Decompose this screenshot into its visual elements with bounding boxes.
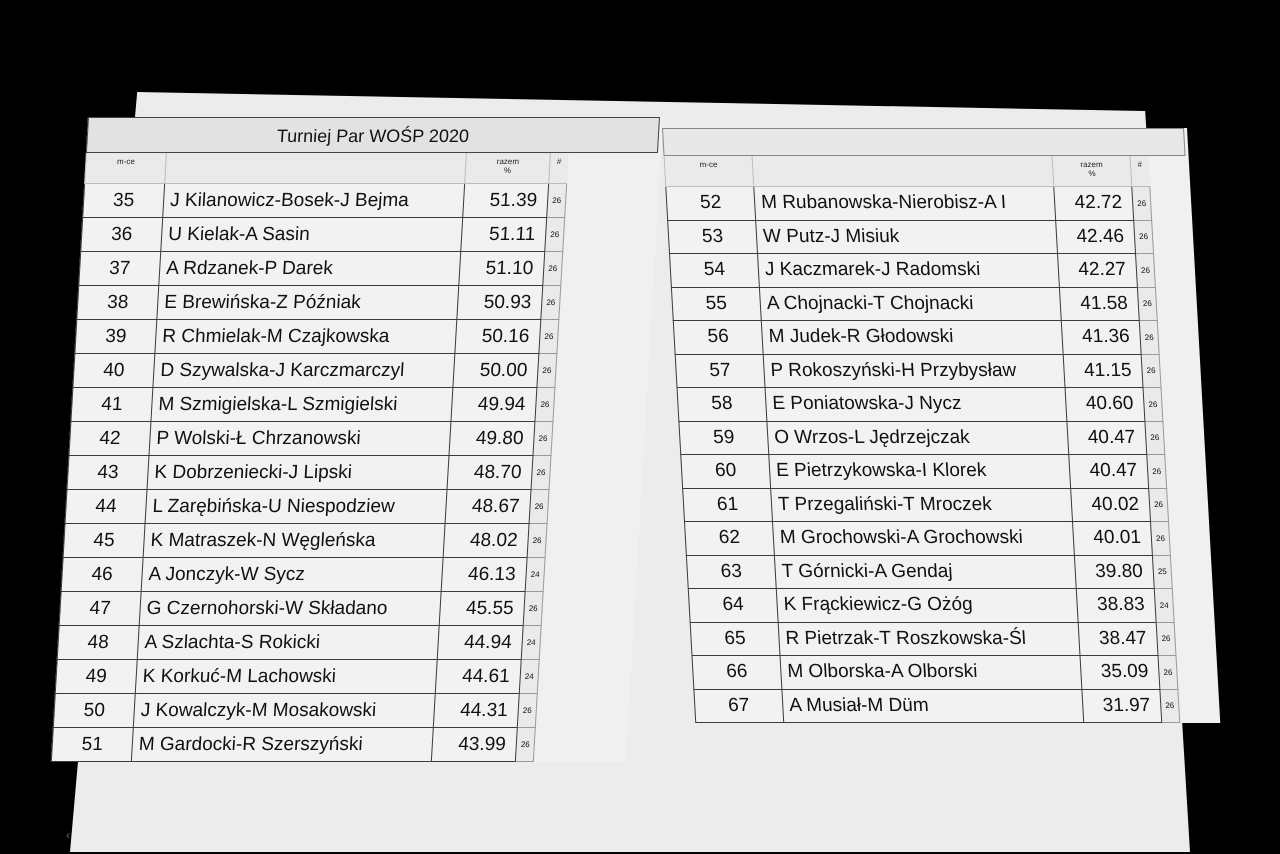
table-row (73, 354, 647, 388)
name-cell: A Musiał-M Düm (782, 689, 1084, 723)
name-cell: K Matraszek-N Węgleńska (143, 524, 445, 558)
rank-cell: 37 (79, 252, 161, 286)
table-row (694, 689, 1220, 723)
rank-cell: 40 (73, 354, 155, 388)
chevron-left-icon[interactable]: ‹ (66, 828, 70, 842)
rank-cell: 43 (67, 456, 149, 490)
row-spacer (557, 320, 649, 354)
row-spacer (555, 354, 647, 388)
count-cell: 26 (1143, 388, 1163, 422)
score-cell: 40.02 (1071, 488, 1151, 522)
results-table-right (662, 128, 1220, 723)
score-cell: 42.46 (1056, 220, 1136, 254)
rank-cell: 58 (677, 388, 767, 422)
header-spacer (567, 153, 659, 184)
count-cell: 24 (1154, 589, 1174, 623)
table-row (63, 524, 637, 558)
row-spacer (1167, 488, 1209, 522)
row-spacer (533, 728, 625, 762)
name-cell: E Pietrzykowska-I Klorek (769, 455, 1071, 489)
rank-cell: 36 (81, 218, 163, 252)
count-cell: 24 (525, 558, 545, 592)
name-cell: A Chojnacki-T Chojnacki (759, 287, 1061, 321)
score-cell: 41.15 (1063, 354, 1143, 388)
row-spacer (541, 592, 633, 626)
row-spacer (537, 660, 629, 694)
score-cell: 51.10 (459, 252, 545, 286)
rank-cell: 59 (679, 421, 769, 455)
count-cell: 26 (1132, 187, 1152, 221)
row-spacer (1165, 455, 1207, 489)
score-cell: 44.61 (435, 660, 521, 694)
count-cell: 26 (1149, 488, 1169, 522)
row-spacer (1155, 287, 1197, 321)
table-row (75, 320, 649, 354)
count-header: # (1130, 156, 1150, 187)
rank-cell: 53 (668, 220, 758, 254)
score-cell: 40.47 (1067, 421, 1147, 455)
row-spacer (545, 524, 637, 558)
count-cell: 26 (527, 524, 547, 558)
count-cell: 24 (521, 626, 541, 660)
rank-cell: 38 (77, 286, 159, 320)
row-spacer (539, 626, 631, 660)
rank-cell: 61 (683, 488, 773, 522)
name-cell: R Pietrzak-T Roszkowska-Śl (778, 622, 1080, 656)
count-cell: 24 (519, 660, 539, 694)
count-cell: 26 (545, 218, 565, 252)
count-cell: 26 (515, 728, 535, 762)
row-spacer (561, 252, 653, 286)
table-row (77, 286, 651, 320)
table-row (690, 622, 1216, 656)
rank-cell: 44 (65, 490, 147, 524)
row-spacer (1172, 589, 1214, 623)
name-cell: E Poniatowska-J Nycz (765, 388, 1067, 422)
row-spacer (1169, 522, 1211, 556)
header-spacer (1148, 156, 1190, 187)
score-cell: 35.09 (1080, 656, 1160, 690)
count-cell: 26 (535, 388, 555, 422)
name-cell: T Górnicki-A Gendaj (774, 555, 1076, 589)
score-cell: 50.93 (457, 286, 543, 320)
table-row (692, 656, 1218, 690)
score-cell: 44.94 (437, 626, 523, 660)
name-cell: K Dobrzeniecki-J Lipski (147, 456, 449, 490)
count-cell: 26 (1134, 220, 1154, 254)
name-cell: J Kaczmarek-J Radomski (758, 254, 1060, 288)
row-spacer (543, 558, 635, 592)
count-cell: 26 (1145, 421, 1165, 455)
name-cell: M Gardocki-R Szerszyński (131, 728, 433, 762)
results-table-left (51, 117, 663, 762)
table-row (670, 254, 1196, 288)
table-row (686, 555, 1212, 589)
rank-cell: 39 (75, 320, 157, 354)
table-row (677, 388, 1203, 422)
score-cell: 42.27 (1058, 254, 1138, 288)
name-cell: T Przegaliński-T Mroczek (771, 488, 1073, 522)
table-row (69, 422, 643, 456)
rank-cell: 35 (83, 184, 165, 218)
name-cell: P Wolski-Ł Chrzanowski (149, 422, 451, 456)
count-cell: 26 (1136, 254, 1156, 288)
count-cell: 26 (531, 456, 551, 490)
rank-cell: 42 (69, 422, 151, 456)
name-cell: G Czernohorski-W Składano (139, 592, 441, 626)
table-row (675, 354, 1201, 388)
ranking-table-left (51, 153, 659, 762)
score-cell: 44.31 (433, 694, 519, 728)
rank-cell: 62 (685, 522, 775, 556)
count-cell: 26 (523, 592, 543, 626)
row-spacer (1154, 254, 1196, 288)
table-row (67, 456, 641, 490)
score-header-top: razem (1080, 160, 1103, 169)
score-cell: 39.80 (1074, 555, 1154, 589)
name-header (165, 153, 467, 184)
row-spacer (1152, 220, 1194, 254)
rank-cell: 63 (686, 555, 776, 589)
count-cell: 26 (1160, 689, 1180, 723)
score-cell: 46.13 (441, 558, 527, 592)
score-cell: 43.99 (431, 728, 517, 762)
table-row (71, 388, 645, 422)
table-row (57, 626, 631, 660)
score-header (1052, 156, 1132, 187)
score-header-bottom: % (503, 166, 512, 175)
row-spacer (1150, 187, 1192, 221)
table-row (673, 321, 1199, 355)
row-spacer (535, 694, 627, 728)
row-spacer (559, 286, 651, 320)
row-spacer (1157, 321, 1199, 355)
score-cell: 48.02 (443, 524, 529, 558)
row-spacer (1170, 555, 1212, 589)
name-cell: M Judek-R Głodowski (761, 321, 1063, 355)
name-cell: K Frąckiewicz-G Ożóg (776, 589, 1078, 623)
row-spacer (1174, 622, 1216, 656)
score-cell: 40.01 (1073, 522, 1153, 556)
rank-cell: 48 (57, 626, 139, 660)
row-spacer (1159, 354, 1201, 388)
name-cell: M Rubanowska-Nierobisz-A I (754, 187, 1056, 221)
score-cell: 49.94 (451, 388, 537, 422)
rank-cell: 54 (670, 254, 760, 288)
score-cell: 42.72 (1054, 187, 1134, 221)
score-cell: 41.58 (1059, 287, 1139, 321)
ranking-body-left (51, 184, 656, 762)
table-row (51, 728, 625, 762)
table-title-blank (662, 128, 1186, 156)
rank-cell: 47 (59, 592, 141, 626)
count-header: # (549, 153, 569, 184)
table-row (53, 694, 627, 728)
name-cell: A Szlachta-S Rokicki (137, 626, 439, 660)
score-header (465, 153, 551, 184)
rank-cell: 67 (694, 689, 784, 723)
name-cell: M Olborska-A Olborski (780, 656, 1082, 690)
score-cell: 40.60 (1065, 388, 1145, 422)
name-cell: O Wrzos-L Jędrzejczak (767, 421, 1069, 455)
count-cell: 26 (1139, 321, 1159, 355)
count-cell: 26 (533, 422, 553, 456)
rank-cell: 56 (673, 321, 763, 355)
row-spacer (553, 388, 645, 422)
count-cell: 26 (1158, 656, 1178, 690)
count-cell: 25 (1152, 555, 1172, 589)
score-cell: 48.67 (445, 490, 531, 524)
name-cell: L Zarębińska-U Niespodziew (145, 490, 447, 524)
score-cell: 50.16 (455, 320, 541, 354)
count-cell: 26 (547, 184, 567, 218)
name-cell: U Kielak-A Sasin (161, 218, 463, 252)
score-cell: 51.39 (463, 184, 549, 218)
row-spacer (565, 184, 657, 218)
rank-header: m-ce (85, 153, 167, 184)
table-row (65, 490, 639, 524)
table-row (79, 252, 653, 286)
table-title: Turniej Par WOŚP 2020 (86, 117, 660, 153)
count-cell: 26 (537, 354, 557, 388)
name-header (752, 156, 1054, 187)
count-cell: 26 (1137, 287, 1157, 321)
count-cell: 26 (1141, 354, 1161, 388)
name-cell: W Putz-J Misiuk (756, 220, 1058, 254)
score-cell: 31.97 (1082, 689, 1162, 723)
name-cell: K Korkuć-M Lachowski (135, 660, 437, 694)
rank-cell: 55 (671, 287, 761, 321)
name-cell: M Szmigielska-L Szmigielski (151, 388, 453, 422)
score-cell: 41.36 (1061, 321, 1141, 355)
rank-cell: 66 (692, 656, 782, 690)
rank-cell: 57 (675, 354, 765, 388)
row-spacer (547, 490, 639, 524)
name-cell: R Chmielak-M Czajkowska (155, 320, 457, 354)
table-row (81, 218, 655, 252)
table-row (83, 184, 657, 218)
score-cell: 50.00 (453, 354, 539, 388)
score-header-top: razem (496, 157, 520, 166)
row-spacer (1178, 689, 1220, 723)
count-cell: 26 (539, 320, 559, 354)
count-cell: 26 (529, 490, 549, 524)
score-cell: 45.55 (439, 592, 525, 626)
name-cell: A Rdzanek-P Darek (159, 252, 461, 286)
rank-cell: 51 (51, 728, 133, 762)
name-cell: J Kilanowicz-Bosek-J Bejma (163, 184, 465, 218)
rank-cell: 41 (71, 388, 153, 422)
rank-cell: 65 (690, 622, 780, 656)
table-row (671, 287, 1197, 321)
ranking-table-right (664, 156, 1221, 723)
row-spacer (549, 456, 641, 490)
count-cell: 26 (1156, 622, 1176, 656)
score-cell: 51.11 (461, 218, 547, 252)
rank-cell: 64 (688, 589, 778, 623)
table-row (681, 455, 1207, 489)
row-spacer (563, 218, 655, 252)
rank-cell: 52 (666, 187, 756, 221)
score-cell: 40.47 (1069, 455, 1149, 489)
table-row (668, 220, 1194, 254)
rank-cell: 49 (55, 660, 137, 694)
rank-header: m-ce (664, 156, 754, 187)
score-header-bottom: % (1088, 169, 1096, 178)
table-row (61, 558, 635, 592)
count-cell: 26 (517, 694, 537, 728)
name-cell: P Rokoszyński-H Przybysław (763, 354, 1065, 388)
table-row (666, 187, 1192, 221)
score-cell: 38.83 (1076, 589, 1156, 623)
rank-cell: 50 (53, 694, 135, 728)
row-spacer (1176, 656, 1218, 690)
name-cell: A Jonczyk-W Sycz (141, 558, 443, 592)
score-cell: 38.47 (1078, 622, 1158, 656)
count-cell: 26 (1147, 455, 1167, 489)
table-row (679, 421, 1205, 455)
ranking-body-right (666, 187, 1220, 723)
table-row (688, 589, 1214, 623)
rank-cell: 45 (63, 524, 145, 558)
score-cell: 48.70 (447, 456, 533, 490)
table-row (683, 488, 1209, 522)
table-row (59, 592, 633, 626)
name-cell: D Szywalska-J Karczmarczyl (153, 354, 455, 388)
rank-cell: 60 (681, 455, 771, 489)
rank-cell: 46 (61, 558, 143, 592)
row-spacer (1161, 388, 1203, 422)
name-cell: J Kowalczyk-M Mosakowski (133, 694, 435, 728)
table-row (55, 660, 629, 694)
count-cell: 26 (1151, 522, 1171, 556)
count-cell: 26 (541, 286, 561, 320)
count-cell: 26 (543, 252, 563, 286)
name-cell: M Grochowski-A Grochowski (773, 522, 1075, 556)
row-spacer (551, 422, 643, 456)
score-cell: 49.80 (449, 422, 535, 456)
name-cell: E Brewińska-Z Późniak (157, 286, 459, 320)
row-spacer (1163, 421, 1205, 455)
table-row (685, 522, 1211, 556)
